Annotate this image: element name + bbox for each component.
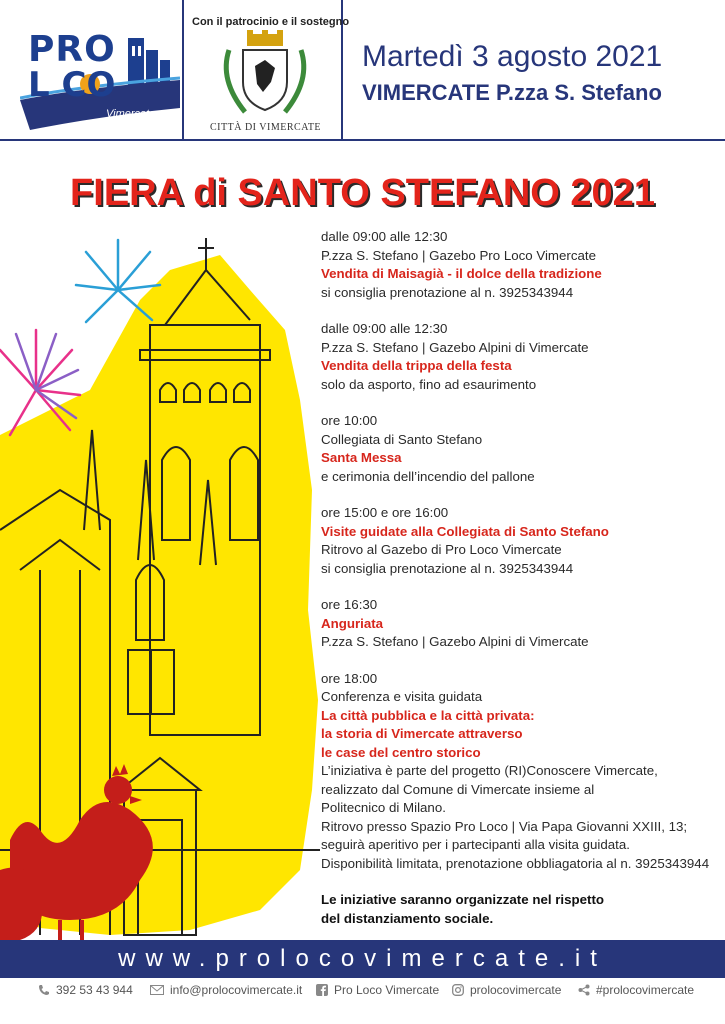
event-note: L’iniziativa è parte del progetto (RI)Conoscere Vimercate, — [321, 763, 658, 778]
event-title: Santa Messa — [321, 450, 402, 465]
event-date: Martedì 3 agosto 2021 — [362, 40, 663, 73]
event-time: ore 10:00 — [321, 413, 378, 428]
event-note: solo da asporto, fino ad esaurimento — [321, 376, 537, 392]
event-time: ore 16:30 — [321, 597, 378, 612]
event-note: si consiglia prenotazione al n. 3925343944 — [321, 560, 574, 576]
event-title: le case del centro storico — [321, 744, 481, 760]
event-subtitle: Conferenza e visita guidata — [321, 689, 483, 704]
contact-facebook[interactable] — [316, 983, 439, 997]
event-note: Ritrovo al Gazebo di Pro Loco Vimercate — [321, 542, 562, 557]
event-time: dalle 09:00 alle 12:30 — [321, 229, 448, 244]
logo-city: Vimercate — [106, 108, 156, 120]
contact-instagram[interactable] — [452, 983, 561, 997]
event-title: Vendita di Maisagià - il dolce della tradizione — [321, 266, 602, 281]
header — [0, 0, 725, 140]
event-place: VIMERCATE P.zza S. Stefano — [362, 80, 662, 105]
event-item — [321, 320, 721, 394]
event-title: la storia di Vimercate attraverso — [321, 726, 523, 741]
event-time: ore 15:00 e ore 16:00 — [321, 505, 449, 520]
hashtag: #prolocovimercate — [596, 983, 695, 997]
logo-text-top: PRO — [28, 29, 116, 70]
website-link[interactable]: www.prolocovimercate.it — [118, 945, 607, 972]
phone-icon — [38, 984, 50, 996]
facebook-icon — [316, 984, 328, 996]
page-title: FIERA di SANTO STEFANO 2021 — [70, 172, 655, 214]
event-location: P.zza S. Stefano | Gazebo Alpini di Vimercate — [321, 339, 589, 355]
event-item — [321, 228, 721, 302]
event-item — [321, 504, 721, 578]
event-note: e cerimonia dell’incendio del pallone — [321, 468, 535, 484]
city-crest-icon — [215, 30, 315, 120]
event-note: realizzato dal Comune di Vimercate insieme al — [321, 781, 595, 797]
event-item — [321, 596, 721, 652]
contact-email[interactable] — [150, 983, 302, 997]
closing-note: del distanziamento sociale. — [321, 910, 494, 926]
event-time: dalle 09:00 alle 12:30 — [321, 321, 448, 336]
phone-number: 392 53 43 944 — [56, 983, 133, 997]
crest-label: CITTÀ DI VIMERCATE — [210, 122, 322, 133]
closing-note: Le iniziative saranno organizzate nel rispetto — [321, 892, 604, 907]
event-title: Visite guidate alla Collegiata di Santo Stefano — [321, 523, 609, 539]
event-location: P.zza S. Stefano | Gazebo Alpini di Vimercate — [321, 634, 589, 649]
logo-text-bottom: L CO — [28, 65, 116, 105]
event-title: Anguriata — [321, 615, 384, 631]
instagram-icon — [452, 984, 464, 996]
email-address: info@prolocovimercate.it — [170, 983, 303, 997]
contact-bar — [0, 983, 725, 1007]
event-note: seguirà aperitivo per i partecipanti alla visita guidata. — [321, 837, 630, 852]
event-time: ore 18:00 — [321, 670, 378, 686]
facebook-page: Pro Loco Vimercate — [334, 983, 440, 997]
event-note: Disponibilità limitata, prenotazione obbliagatoria al n. 3925343944 — [321, 855, 710, 871]
header-border — [0, 139, 725, 141]
event-title: La città pubblica e la città privata: — [321, 707, 535, 723]
patronage-label: Con il patrocinio e il sostegno — [192, 16, 350, 28]
email-icon — [150, 985, 164, 995]
event-note: Ritrovo presso Spazio Pro Loco | Via Papa Giovanni XXIII, 13; — [321, 818, 688, 834]
event-item — [321, 670, 721, 874]
pro-loco-logo — [20, 30, 180, 130]
event-location: Collegiata di Santo Stefano — [321, 431, 483, 447]
event-note: Politecnico di Milano. — [321, 800, 446, 815]
event-title: Vendita della trippa della festa — [321, 358, 512, 373]
contact-phone[interactable] — [38, 983, 133, 997]
contact-hashtag[interactable] — [578, 983, 694, 997]
header-divider — [182, 0, 184, 140]
share-icon — [578, 984, 590, 996]
event-note: si consiglia prenotazione al n. 3925343944 — [321, 284, 574, 300]
church-illustration — [0, 230, 320, 940]
event-schedule — [321, 228, 721, 928]
event-location: P.zza S. Stefano | Gazebo Pro Loco Vimercate — [321, 247, 596, 263]
event-item — [321, 412, 721, 486]
instagram-handle: prolocovimercate — [470, 983, 562, 997]
